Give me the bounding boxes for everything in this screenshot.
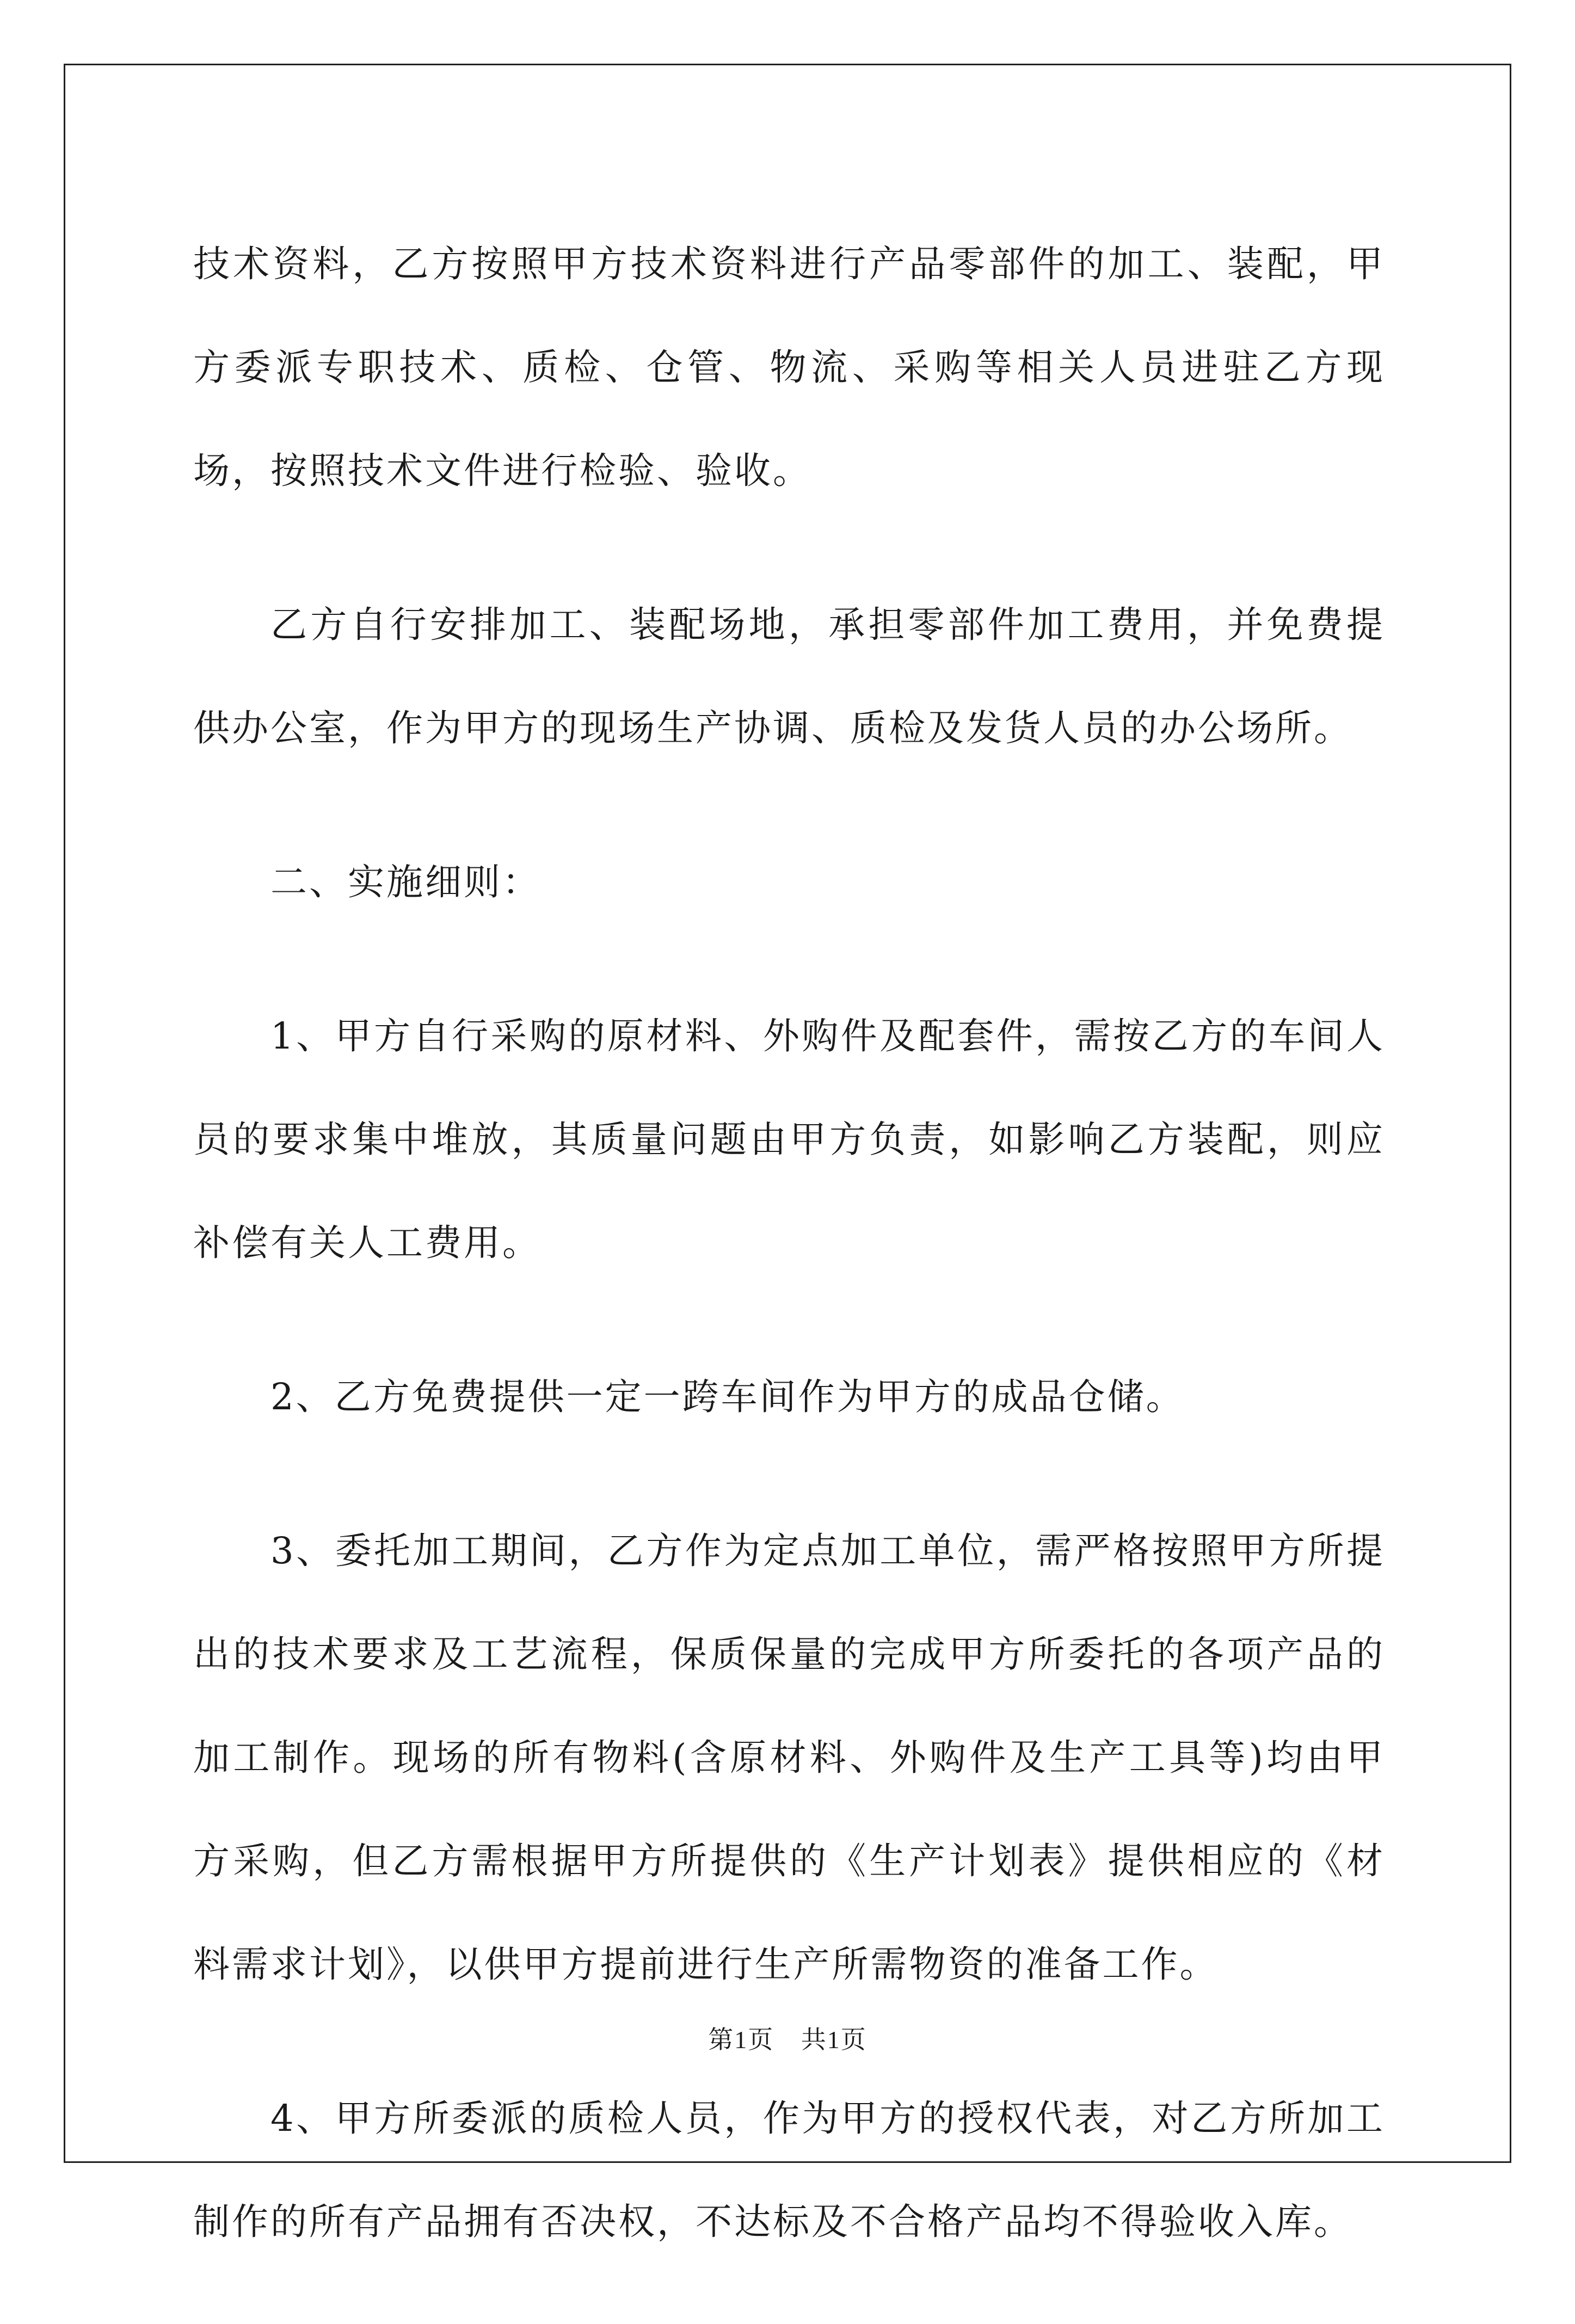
document-body bbox=[193, 212, 1385, 2324]
section-heading-implementation-rules: 二、实施细则： bbox=[270, 861, 541, 903]
clause-4: 4、甲方所委派的质检人员，作为甲方的授权代表，对乙方所加工制作的所有产品拥有否决权，不达标及不合格产品均不得验收入库。 bbox=[193, 2097, 1385, 2243]
paragraph-site-and-office: 乙方自行安排加工、装配场地，承担零部件加工费用，并免费提供办公室，作为甲方的现场生产协调、质检及发货人员的办公场所。 bbox=[193, 603, 1385, 749]
page-footer bbox=[0, 2020, 1575, 2056]
page-number: 第1页 bbox=[708, 2026, 774, 2054]
clause-2: 2、乙方免费提供一定一跨车间作为甲方的成品仓储。 bbox=[270, 1376, 1185, 1418]
page-total: 共1页 bbox=[801, 2026, 867, 2054]
paragraph-technical-materials: 技术资料，乙方按照甲方技术资料进行产品零部件的加工、装配，甲方委派专职技术、质检、仓管、物流、采购等相关人员进驻乙方现场，按照技术文件进行检验、验收。 bbox=[193, 243, 1385, 492]
clause-3: 3、委托加工期间，乙方作为定点加工单位，需严格按照甲方所提出的技术要求及工艺流程，保质保量的完成甲方所委托的各项产品的加工制作。现场的所有物料(含原材料、外购件及生产工具等)均由甲方采购，但乙方需根据甲方所提供的《生产计划表》提供相应的《材料需求计划》，以供甲方提前进行生产所需物资的准备工作。 bbox=[193, 1530, 1385, 1986]
clause-1: 1、甲方自行采购的原材料、外购件及配套件，需按乙方的车间人员的要求集中堆放，其质量问题由甲方负责，如影响乙方装配，则应补偿有关人工费用。 bbox=[193, 1015, 1385, 1264]
